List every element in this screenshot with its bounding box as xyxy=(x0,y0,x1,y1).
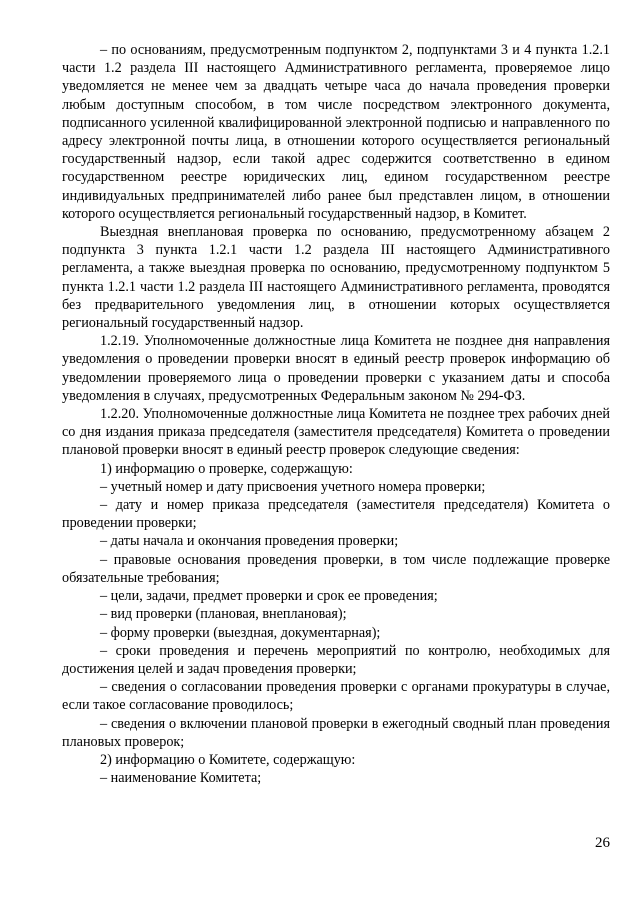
paragraph: Выездная внеплановая проверка по основанию, предусмотренному абзацем 2 подпункта 3 пункта 1.2.1 части 1.2 раздела III настоящего Административного регламента, а также выездная проверка по основанию, предусмотренному подпунктом 5 пункта 1.2.1 части 1.2 раздела III настоящего Административного регламента, проводятся без предварительного уведомления лиц, в отношении которых осуществляется региональный государственный надзор. xyxy=(62,224,610,332)
list-item: – сведения о согласовании проведения проверки с органами прокуратуры в случае, если такое согласование проводилось; xyxy=(62,679,610,714)
list-item: 2) информацию о Комитете, содержащую: xyxy=(100,751,356,768)
list-item: – правовые основания проведения проверки, в том числе подлежащие проверке обязательные требования; xyxy=(62,551,610,586)
list-item: – дату и номер приказа председателя (заместителя председателя) Комитета о проведении проверки; xyxy=(62,497,610,532)
list-item: 1) информацию о проверке, содержащую: xyxy=(100,460,353,477)
paragraph: – по основаниям, предусмотренным подпунктом 2, подпунктами 3 и 4 пункта 1.2.1 части 1.2 раздела III настоящего Административного регламента, проверяемое лицо уведомляется не менее чем за двадцать четыре часа до начала проведения проверки любым доступным способом, в том числе посредством электронного документа, подписанного усиленной квалифицированной электронной подписью и направленного по адресу электронной почты лица, в отношении которого осуществляется региональный государственный надзор, если такой адрес содержится соответственно в едином государственном реестре юридических лиц, едином государственном реестре индивидуальных предпринимателей либо ранее был представлен лицом, в отношении которого осуществляется региональный государственный надзор, в Комитет. xyxy=(62,42,610,222)
list-item: – вид проверки (плановая, внеплановая); xyxy=(100,606,347,623)
list-item: – сведения о включении плановой проверки в ежегодный сводный план проведения плановых проверок; xyxy=(62,715,610,750)
paragraph: 1.2.19. Уполномоченные должностные лица Комитета не позднее дня направления уведомления о проведении проверки вносят в единый реестр проверок информацию об уведомлении проверяемого лица о проведении проверки с указанием даты и способа уведомления в случаях, предусмотренных Федеральным законом № 294-ФЗ. xyxy=(62,333,610,404)
list-item: – учетный номер и дату присвоения учетного номера проверки; xyxy=(100,478,486,495)
page-number: 26 xyxy=(595,835,610,851)
paragraph: 1.2.20. Уполномоченные должностные лица Комитета не позднее трех рабочих дней со дня издания приказа председателя (заместителя председателя) Комитета о проведении плановой проверки вносят в единый реестр проверок следующие сведения: xyxy=(62,406,610,459)
list-item: – цели, задачи, предмет проверки и срок ее проведения; xyxy=(100,588,438,605)
list-item: – форму проверки (выездная, документарная); xyxy=(100,624,381,641)
list-item: – наименование Комитета; xyxy=(100,770,262,787)
document-body xyxy=(62,41,610,787)
list-item: – даты начала и окончания проведения проверки; xyxy=(100,533,399,550)
list-item: – сроки проведения и перечень мероприятий по контролю, необходимых для достижения целей и задач проведения проверки; xyxy=(62,642,610,677)
